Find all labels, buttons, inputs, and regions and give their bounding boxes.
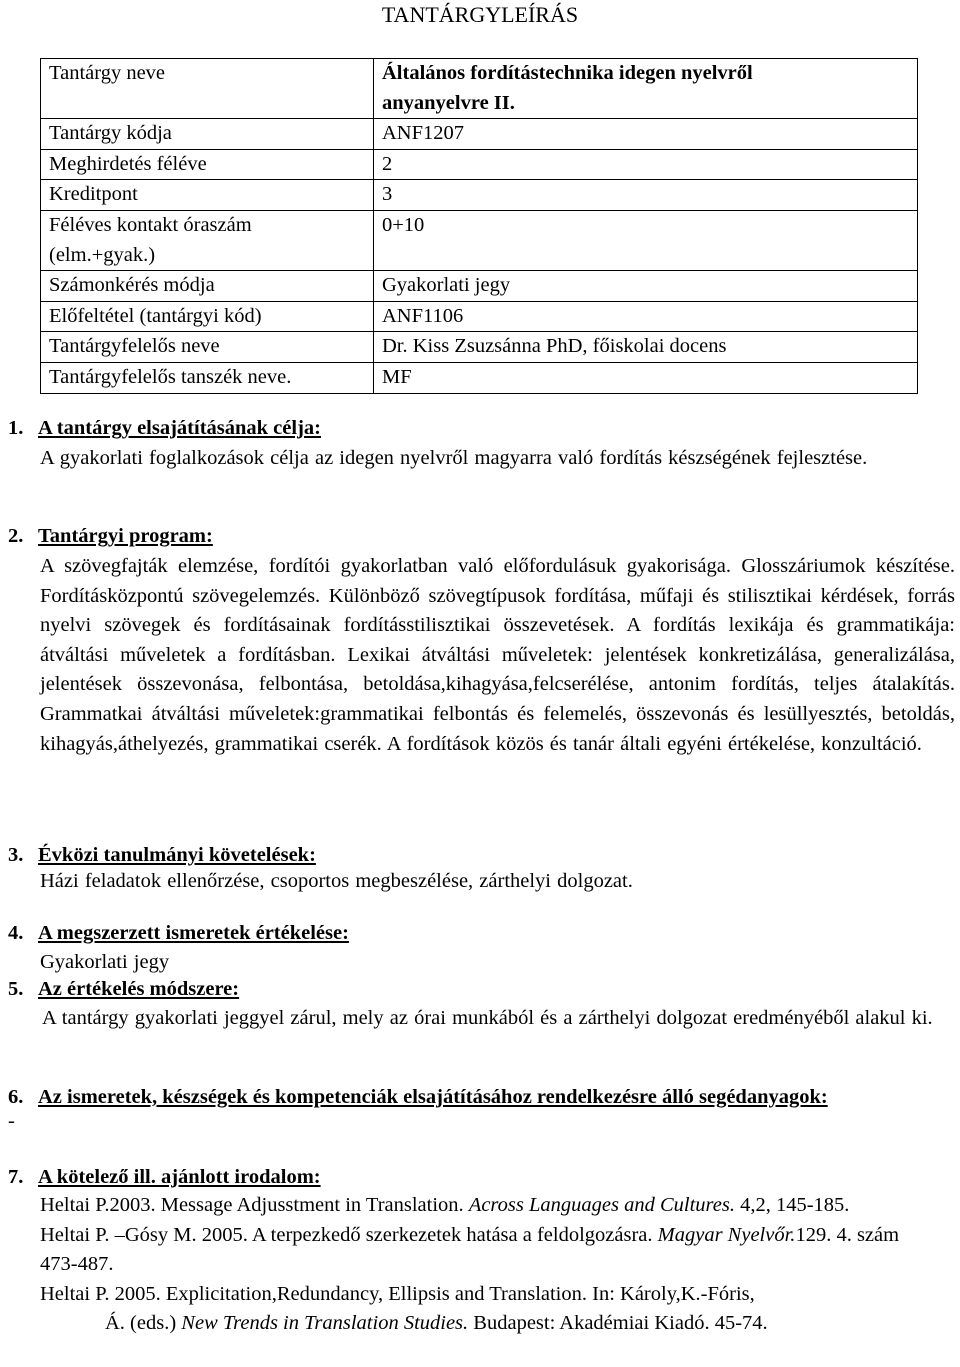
- section-heading: [0, 919, 349, 949]
- document-title: TANTÁRGYLEÍRÁS: [381, 2, 579, 27]
- section-text: Gyakorlati jegy: [40, 951, 170, 973]
- info-value: ANF1207: [374, 119, 918, 150]
- info-label: [41, 210, 374, 270]
- info-label: Tantárgy neve: [41, 59, 374, 119]
- info-row-credits: [41, 180, 918, 211]
- section-text: A tantárgy gyakorlati jeggyel zárul, mely az órai munkából és a zárthelyi dolgozat eredményéből alakul ki.: [42, 1007, 933, 1029]
- section-title: A megszerzett ismeretek értékelése:: [38, 922, 349, 944]
- info-row-course-name: [41, 59, 918, 119]
- info-row-semester: [41, 149, 918, 180]
- reference-item: Heltai P. –Gósy M. 2005. A terpezkedő szerkezetek hatása a feldolgozásra. Magyar Nyelvőr.129. 4. szám 473-487.: [40, 1223, 900, 1276]
- section-title: Az értékelés módszere:: [38, 978, 240, 1000]
- reference-source: Across Languages and Cultures.: [468, 1194, 735, 1216]
- course-info-table: [40, 58, 918, 394]
- section-heading: [0, 522, 213, 552]
- info-label-line: (elm.+gyak.): [49, 243, 156, 266]
- info-value: 3: [374, 180, 918, 211]
- info-value: Dr. Kiss Zsuzsánna PhD, főiskolai docens: [374, 332, 918, 363]
- info-row-exam-type: [41, 271, 918, 302]
- info-value-line: Általános fordítástechnika idegen nyelvről: [382, 62, 753, 84]
- info-value-line: anyanyelvre II.: [382, 91, 515, 114]
- info-row-department: [41, 362, 918, 393]
- section-title: Az ismeretek, készségek és kompetenciák elsajátításához rendelkezésre álló segédanyagok:: [38, 1086, 828, 1108]
- section-number: 5.: [8, 978, 24, 1000]
- info-value: 0+10: [374, 210, 918, 270]
- info-value: 2: [374, 149, 918, 180]
- info-label-line: Féléves kontakt óraszám: [49, 213, 252, 236]
- section-number: 2.: [8, 525, 24, 547]
- info-label: Kreditpont: [41, 180, 374, 211]
- section-title: A kötelező ill. ajánlott irodalom:: [38, 1166, 321, 1188]
- info-row-responsible: [41, 332, 918, 363]
- reference-source: Magyar Nyelvőr.: [657, 1223, 796, 1246]
- reference-source: New Trends in Translation Studies.: [181, 1312, 469, 1335]
- info-label: Tantárgyfelelős neve: [41, 332, 374, 363]
- info-row-prerequisite: [41, 301, 918, 332]
- info-value: Gyakorlati jegy: [374, 271, 918, 302]
- info-label: Előfeltétel (tantárgyi kód): [41, 301, 374, 332]
- info-value: [374, 59, 918, 119]
- info-label: Számonkérés módja: [41, 271, 374, 302]
- section-text: Házi feladatok ellenőrzése, csoportos megbeszélése, zárthelyi dolgozat.: [40, 870, 633, 892]
- section-heading: [0, 414, 321, 444]
- section-text: -: [8, 1110, 15, 1132]
- section-number: 7.: [8, 1166, 24, 1188]
- section-text: A szövegfajták elemzése, fordítói gyakorlatban való előfordulásuk gyakorisága. Glosszáriumok készítése. Fordításközpontú szövegelemzés. Különböző szövegtípusok fordítása, műfaji és stilisztikai kérdések, forrás nyelvi szövegek és fordításainak fordításstilisztikai összevetések. A fordítás lexikája és grammatikája: átváltási műveletek a fordításban. Lexikai átváltási műveletek: jelentések konkretizálása, generalizálása, jelentések összevonása, felbontása, betoldása,kihagyása,felcserélése, antonim fordítás, teljes átalakítás. Grammatkai átváltási műveletek:grammatikai felbontás és felemelés, összevonás és lesüllyesztés, betoldás, kihagyás,áthelyezés, grammatikai cserék. A fordítások közös és tanár általi egyéni értékelése, konzultáció.: [40, 555, 955, 755]
- info-value: MF: [374, 362, 918, 393]
- info-label: Tantárgy kódja: [41, 119, 374, 150]
- info-label: Meghirdetés féléve: [41, 149, 374, 180]
- section-number: 3.: [8, 844, 24, 866]
- section-title: Évközi tanulmányi követelések:: [38, 844, 316, 866]
- section-heading: [0, 975, 239, 1005]
- section-title: A tantárgy elsajátításának célja:: [38, 417, 321, 439]
- section-number: 6.: [8, 1086, 24, 1108]
- section-text: A gyakorlati foglalkozások célja az idegen nyelvről magyarra való fordítás készségének fejlesztése.: [40, 447, 868, 469]
- reference-item: Heltai P.2003. Message Adjusstment in Translation. Across Languages and Cultures. 4,2, 145-185.: [40, 1194, 850, 1216]
- section-title: Tantárgyi program:: [38, 525, 213, 547]
- section-number: 1.: [8, 417, 24, 439]
- info-row-course-code: [41, 119, 918, 150]
- info-value: ANF1106: [374, 301, 918, 332]
- info-label: Tantárgyfelelős tanszék neve.: [41, 362, 374, 393]
- section-heading: [0, 1163, 321, 1193]
- reference-item: Heltai P. 2005. Explicitation,Redundancy, Ellipsis and Translation. In: Károly,K.-Fóris, Á. (eds.) New Trends in Translation Studies. Budapest: Akadémiai Kiadó. 45-74.: [40, 1282, 768, 1335]
- info-row-contact-hours: [41, 210, 918, 270]
- reference-list: [40, 1191, 930, 1339]
- section-number: 4.: [8, 922, 24, 944]
